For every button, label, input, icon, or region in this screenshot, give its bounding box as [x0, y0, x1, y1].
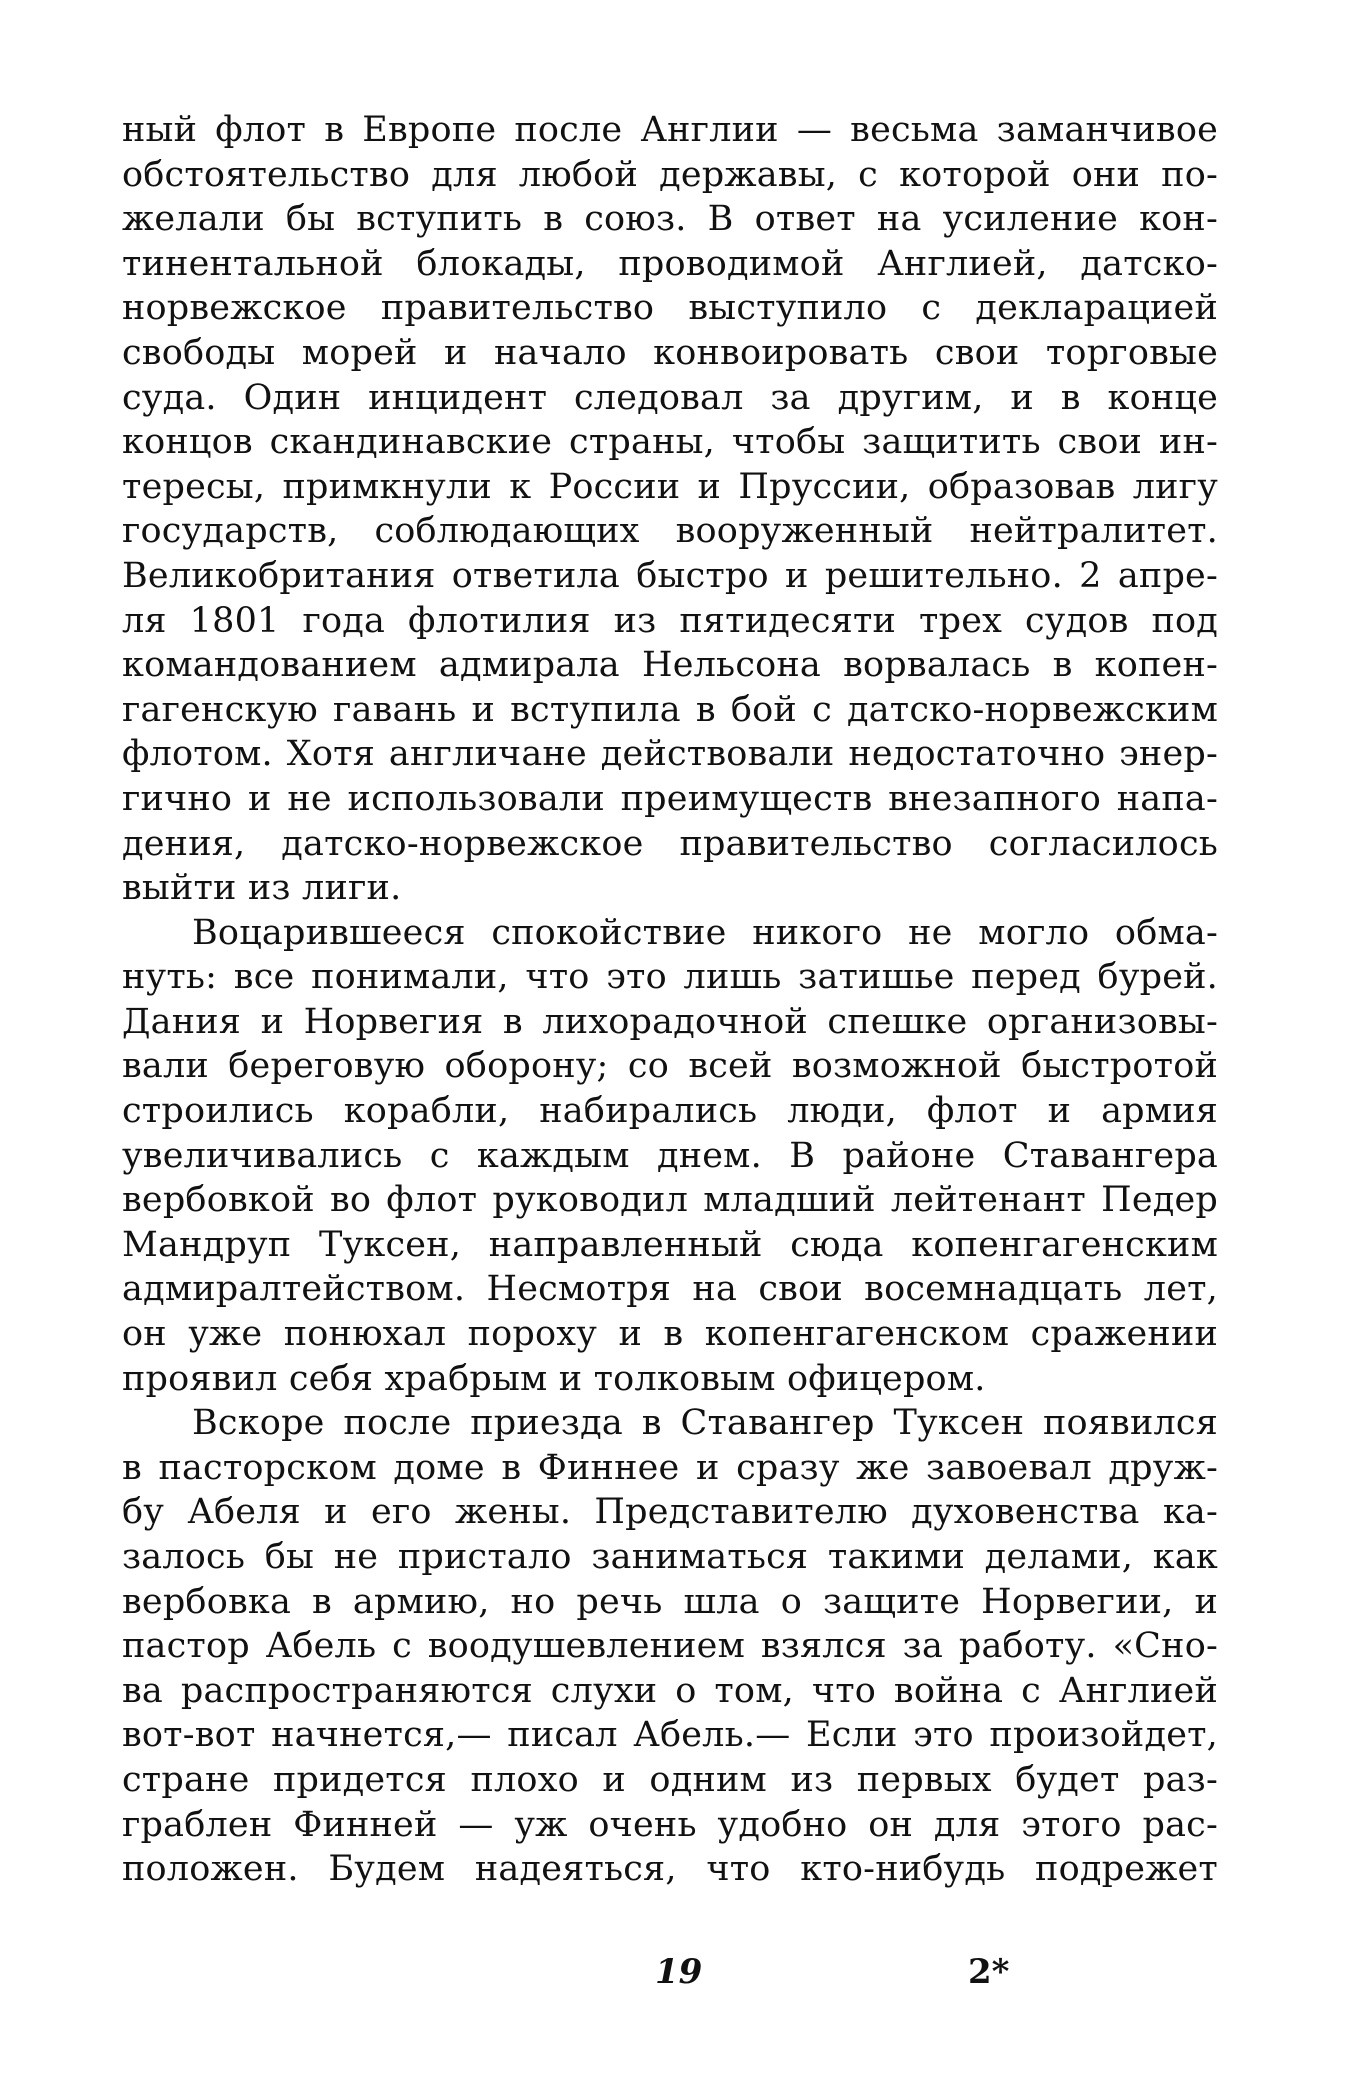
text-line: ный флот в Европе после Англии — весьма заманчивое — [122, 110, 1218, 150]
text-line: Воцарившееся спокойствие никого не могло обма- — [192, 912, 1218, 953]
text-line: дения, датско-норвежское правительство согласилось — [122, 823, 1218, 864]
paragraph-2 — [122, 911, 1218, 1402]
text-line: обстоятельство для любой державы, с которой они по- — [122, 154, 1218, 195]
text-line: Дания и Норвегия в лихорадочной спешке организовы- — [122, 1001, 1218, 1042]
text-line: положен. Будем надеяться, что кто-нибудь подрежет — [122, 1849, 1218, 1890]
text-line: концов скандинавские страны, чтобы защитить свои ин- — [122, 422, 1218, 463]
text-line: флотом. Хотя англичане действовали недостаточно энер- — [122, 734, 1218, 775]
text-line: вали береговую оборону; со всей возможной быстротой — [122, 1046, 1218, 1087]
text-line: суда. Один инцидент следовал за другим, и в конце — [122, 377, 1218, 418]
text-line: граблен Финней — уж очень удобно он для этого рас- — [122, 1804, 1218, 1845]
body-text — [122, 108, 1218, 1892]
text-line: тинентальной блокады, проводимой Англией, датско- — [122, 243, 1218, 284]
text-line: пастор Абель с воодушевлением взялся за работу. «Сно- — [122, 1626, 1218, 1667]
paragraph-1 — [122, 108, 1218, 911]
text-line: желали бы вступить в союз. В ответ на усиление кон- — [122, 199, 1218, 240]
text-line: вербовкой во флот руководил младший лейтенант Педер — [122, 1180, 1218, 1221]
text-line: он уже понюхал пороху и в копенгагенском сражении — [122, 1314, 1218, 1355]
text-line: гично и не использовали преимуществ внезапного напа- — [122, 778, 1218, 819]
signature-mark: 2* — [968, 1952, 1010, 1992]
text-line: вот-вот начнется,— писал Абель.— Если это произойдет, — [122, 1715, 1218, 1756]
text-line: в пасторском доме в Финнее и сразу же завоевал друж- — [122, 1447, 1218, 1488]
text-line: Мандруп Туксен, направленный сюда копенгагенским — [122, 1224, 1218, 1265]
text-line: стране придется плохо и одним из первых будет раз- — [122, 1759, 1218, 1800]
text-line: государств, соблюдающих вооруженный нейтралитет. — [122, 511, 1218, 552]
text-line: нуть: все понимали, что это лишь затишье перед бурей. — [122, 957, 1218, 998]
text-line: командованием адмирала Нельсона ворвалась в копен- — [122, 645, 1218, 686]
text-line: адмиралтейством. Несмотря на свои восемнадцать лет, — [122, 1269, 1218, 1310]
text-line: увеличивались с каждым днем. В районе Ставангера — [122, 1135, 1218, 1176]
text-line: ва распространяются слухи о том, что война с Англией — [122, 1670, 1218, 1711]
text-line: гагенскую гавань и вступила в бой с датско-норвежским — [122, 689, 1218, 730]
page-number: 19 — [655, 1952, 703, 1992]
text-line: норвежское правительство выступило с декларацией — [122, 288, 1218, 329]
text-line: бу Абеля и его жены. Представителю духовенства ка- — [122, 1492, 1218, 1533]
text-line: проявил себя храбрым и толковым офицером. — [122, 1358, 986, 1399]
text-line: выйти из лиги. — [122, 868, 402, 909]
text-line: ля 1801 года флотилия из пятидесяти трех судов под — [122, 600, 1218, 641]
text-line: Вскоре после приезда в Ставангер Туксен появился — [192, 1403, 1218, 1444]
text-line: Великобритания ответила быстро и решительно. 2 апре- — [122, 555, 1218, 596]
text-line: тересы, примкнули к России и Пруссии, образовав лигу — [122, 466, 1218, 507]
text-line: залось бы не пристало заниматься такими делами, как — [122, 1537, 1218, 1577]
paragraph-3 — [122, 1401, 1218, 1892]
text-line: свободы морей и начало конвоировать свои торговые — [122, 332, 1218, 373]
text-line: строились корабли, набирались люди, флот и армия — [122, 1091, 1218, 1132]
text-line: вербовка в армию, но речь шла о защите Норвегии, и — [122, 1581, 1218, 1622]
